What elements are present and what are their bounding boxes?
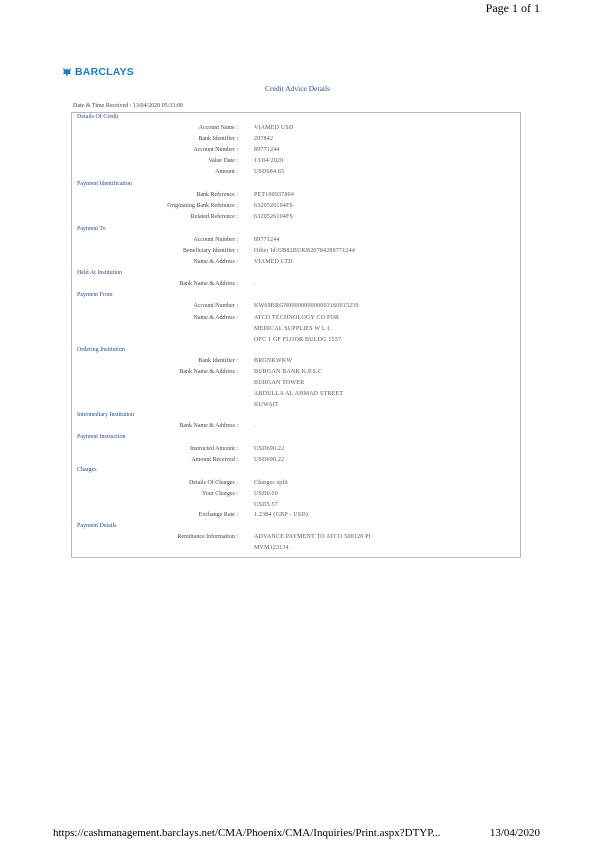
beneficiary-identifier-value: Other Id:GB82BUKB20784289771244 xyxy=(254,248,356,254)
your-charges-label: Your Charges : xyxy=(202,491,238,497)
value-date-value: 13/04/2020 xyxy=(254,158,284,164)
section-payment-identification: Payment Identification xyxy=(77,181,132,187)
payfrom-account-number-value: KW69BRGN0000000000003160015239 xyxy=(254,303,359,309)
barclays-logo xyxy=(62,66,134,78)
ordering-bank-identifier-label: Bank Identifier : xyxy=(198,358,238,364)
ordering-bank-identifier-value: BRGNKWKW xyxy=(254,358,293,364)
instructed-amount-value: USD690.22 xyxy=(254,446,285,452)
bank-identifier-label: Bank Identifier : xyxy=(198,136,238,142)
originating-reference-value: 6320526104FS xyxy=(254,203,294,209)
section-payment-from: Payment From xyxy=(77,292,113,298)
remittance-information-label: Remittance Information : xyxy=(177,534,238,540)
exchange-rate-value: 1.2384 (GBP - USD) xyxy=(254,512,309,518)
bank-reference-label: Bank Reference : xyxy=(196,192,238,198)
details-of-charges-value: Charges split xyxy=(254,480,288,486)
amount-received-label: Amount Received : xyxy=(191,457,238,463)
related-reference-label: Related Reference : xyxy=(190,214,238,220)
footer-url: https://cashmanagement.barclays.net/CMA/Phoenix/CMA/Inquiries/Print.aspx?DTYP... xyxy=(53,827,441,839)
held-bank-name-address-value: . xyxy=(254,281,256,287)
ordering-address-line: KUWAIT xyxy=(254,402,279,408)
amount-received-value: USD690.22 xyxy=(254,457,285,463)
ordering-bank-name-address-label: Bank Name & Address : xyxy=(179,369,238,375)
payfrom-name-address-label: Name & Address : xyxy=(193,315,238,321)
section-payment-details: Payment Details xyxy=(77,523,117,529)
payfrom-address-line: OFC 1 GF FLOOR BULDG 1537 xyxy=(254,337,342,343)
amount-label: Amount : xyxy=(215,169,238,175)
details-of-charges-label: Details Of Charges : xyxy=(188,480,238,486)
beneficiary-identifier-label: Beneficiary Identifier : xyxy=(183,248,238,254)
section-intermediary-institution: Intermediary Institution xyxy=(77,412,135,418)
your-charges-line: USD5.57 xyxy=(254,502,278,508)
instructed-amount-label: Instructed Amount : xyxy=(190,446,238,452)
amount-value: USD684.65 xyxy=(254,169,285,175)
bank-reference-value: PET100937804 xyxy=(254,192,295,198)
page-title: Credit Advice Details xyxy=(265,84,330,93)
held-bank-name-address-label: Bank Name & Address : xyxy=(179,281,238,287)
details-panel xyxy=(71,112,521,558)
page-number: Page 1 of 1 xyxy=(485,1,540,15)
section-ordering-institution: Ordering Institution xyxy=(77,347,125,353)
value-date-label: Value Date : xyxy=(208,158,238,164)
originating-reference-label: Originating Bank Reference : xyxy=(167,203,238,209)
section-payment-to: Payment To xyxy=(77,226,106,232)
ordering-address-line: BURGAN TOWER xyxy=(254,380,305,386)
remittance-line: ADVANCE PAYMENT TO ATCO 500120 PI xyxy=(254,534,371,540)
payto-account-number-value: 89771244 xyxy=(254,237,280,243)
payfrom-address-line: ATCO TECHNOLOGY CO FOR xyxy=(254,315,340,321)
eagle-icon xyxy=(62,67,72,78)
ordering-address-line: ABDULLA AL AHMAD STREET xyxy=(254,391,344,397)
related-reference-value: 6320526104FS xyxy=(254,214,294,220)
remittance-line: MVM123134 xyxy=(254,545,289,551)
footer-date: 13/04/2020 xyxy=(489,827,540,839)
account-name-value: VIAMED USD xyxy=(254,125,294,131)
received-timestamp: Date & Time Received : 13/04/2020 05:33:00 xyxy=(73,103,183,109)
payto-account-number-label: Account Number : xyxy=(193,237,238,243)
section-charges: Charges xyxy=(77,467,97,473)
intermediary-bank-name-address-value: . xyxy=(254,423,256,429)
bank-identifier-value: 207842 xyxy=(254,136,274,142)
section-details-of-credit: Details Of Credit xyxy=(77,114,119,120)
exchange-rate-label: Exchange Rate : xyxy=(198,512,238,518)
your-charges-line: USD0.00 xyxy=(254,491,278,497)
account-number-value: 89771244 xyxy=(254,147,280,153)
payfrom-address-line: MEDICAL SUPPLIES W L L xyxy=(254,326,332,332)
payto-name-address-value: VIAMED LTD xyxy=(254,259,293,265)
account-number-label: Account Number : xyxy=(193,147,238,153)
account-name-label: Account Name : xyxy=(198,125,238,131)
ordering-address-line: BURGAN BANK K.P.S.C xyxy=(254,369,322,375)
payto-name-address-label: Name & Address : xyxy=(193,259,238,265)
brand-name: BARCLAYS xyxy=(75,66,134,78)
payfrom-account-number-label: Account Number : xyxy=(193,303,238,309)
section-held-at-institution: Held At Institution xyxy=(77,270,122,276)
section-payment-instruction: Payment Instruction xyxy=(77,434,126,440)
intermediary-bank-name-address-label: Bank Name & Address : xyxy=(179,423,238,429)
